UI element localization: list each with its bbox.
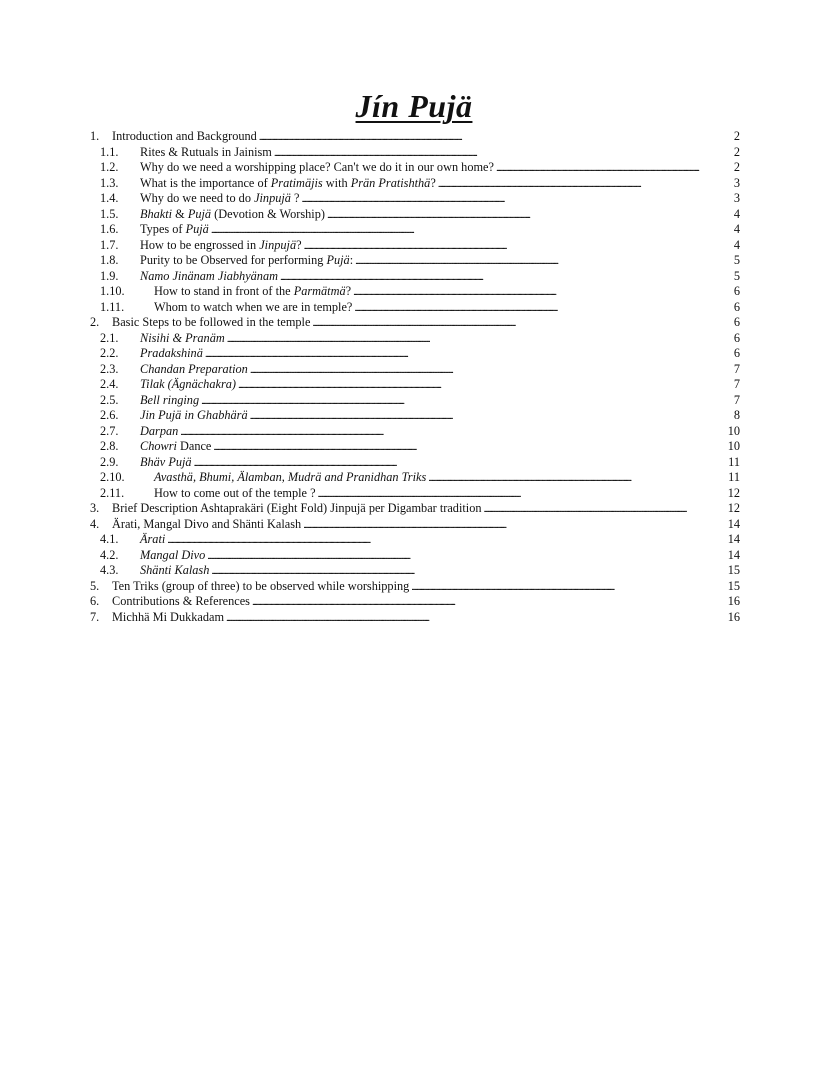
toc-entry-number: 2.10.	[100, 470, 125, 484]
toc-entry-title	[140, 176, 436, 192]
toc-entry-title	[154, 300, 352, 316]
toc-entry-page: 14	[727, 532, 740, 546]
toc-entry-title-part: Namo Jinänam Jiabhyänam	[140, 268, 278, 283]
table-of-contents	[88, 129, 740, 625]
dot-leader	[180, 424, 724, 441]
toc-entry[interactable]	[88, 424, 740, 440]
dot-leader	[438, 176, 724, 193]
toc-entry-page: 6	[733, 315, 740, 329]
toc-entry-page: 8	[733, 408, 740, 422]
toc-entry[interactable]	[88, 253, 740, 269]
toc-entry[interactable]	[88, 532, 740, 548]
toc-entry-title	[154, 470, 426, 486]
toc-entry-title-part: Bell ringing	[140, 392, 200, 407]
toc-entry[interactable]	[88, 455, 740, 471]
toc-entry-title-part: Pujä	[326, 253, 350, 267]
toc-entry-title	[112, 579, 409, 595]
toc-entry-title	[140, 191, 300, 207]
toc-entry-title-part: Jin Pujä in Ghabhärä	[140, 408, 248, 422]
toc-entry-title	[140, 424, 178, 440]
toc-entry[interactable]	[88, 284, 740, 300]
toc-entry-title-part: Contributions & References	[112, 594, 250, 608]
dot-leader	[355, 253, 724, 270]
toc-entry-title-part: Bhakti	[140, 206, 173, 221]
toc-entry-title-part: ?	[296, 237, 302, 252]
toc-entry-number: 2.8.	[100, 439, 119, 453]
toc-entry-page: 14	[727, 516, 740, 531]
toc-entry-page: 4	[733, 237, 740, 252]
toc-entry-title-part: Mangal Divo	[140, 547, 206, 562]
toc-entry[interactable]	[88, 207, 740, 223]
toc-entry[interactable]	[88, 470, 740, 486]
toc-entry-page: 10	[727, 423, 740, 438]
toc-entry[interactable]	[88, 594, 740, 610]
dot-leader	[484, 501, 724, 518]
toc-entry-title	[140, 455, 192, 471]
toc-entry-title-part: Ärati, Mangal Divo and Shänti Kalash	[112, 516, 302, 531]
toc-entry-number: 1.	[90, 129, 100, 143]
toc-entry-page: 4	[733, 206, 740, 221]
toc-entry-number: 5.	[90, 578, 100, 593]
toc-entry-title-part: Why do we need to do	[140, 191, 255, 205]
toc-entry[interactable]	[88, 579, 740, 595]
toc-entry-title-part: Ten Triks (group of three) to be observed while worshipping	[112, 578, 410, 593]
toc-entry-page: 11	[728, 470, 740, 484]
toc-entry-title	[140, 269, 278, 285]
toc-entry-title	[140, 439, 211, 455]
dot-leader	[205, 346, 724, 363]
toc-entry-title	[140, 160, 494, 176]
toc-entry[interactable]	[88, 408, 740, 424]
toc-entry[interactable]	[88, 393, 740, 409]
toc-entry-title-part: ?	[290, 191, 300, 205]
toc-entry-title-part: Pradakshinä	[140, 346, 203, 360]
toc-entry-title	[154, 284, 351, 300]
toc-entry-title-part: ?	[430, 175, 436, 190]
dot-leader	[304, 238, 724, 255]
toc-entry-page: 2	[733, 129, 740, 143]
toc-entry-page: 3	[733, 175, 740, 190]
toc-entry-page: 11	[728, 454, 740, 469]
toc-entry-page: 12	[727, 501, 740, 515]
toc-entry-title	[140, 408, 248, 424]
toc-entry[interactable]	[88, 238, 740, 254]
toc-entry[interactable]	[88, 191, 740, 207]
dot-leader	[250, 362, 724, 379]
toc-entry-title-part: Michhä Mi Dukkadam	[112, 609, 225, 624]
toc-entry-number: 2.6.	[100, 408, 119, 422]
dot-leader	[226, 610, 724, 627]
toc-entry-title-part: Types of	[140, 222, 186, 236]
dot-leader	[211, 222, 724, 239]
toc-entry-number: 1.9.	[100, 268, 119, 283]
toc-entry-title	[112, 129, 257, 145]
dot-leader	[411, 579, 724, 596]
dot-leader	[250, 408, 724, 425]
toc-entry-number: 4.2.	[100, 547, 119, 562]
toc-entry-number: 7.	[90, 609, 100, 624]
toc-entry-title-part: Prän Pratishthä	[350, 175, 431, 190]
toc-entry-title-part: ?	[345, 284, 352, 298]
toc-entry-number: 2.1.	[100, 330, 119, 345]
toc-entry-title-part: How to come out of the temple ?	[154, 485, 316, 500]
dot-leader	[496, 160, 724, 177]
toc-entry-title	[112, 517, 301, 533]
toc-entry-title	[140, 377, 236, 393]
toc-entry-page: 15	[727, 563, 740, 577]
toc-entry-number: 2.11.	[100, 485, 125, 500]
toc-entry-page: 16	[727, 609, 740, 624]
dot-leader	[211, 563, 724, 580]
toc-entry-number: 1.8.	[100, 253, 119, 267]
toc-entry-number: 1.10.	[100, 284, 125, 298]
toc-entry-page: 7	[733, 392, 740, 407]
dot-leader	[353, 284, 724, 301]
toc-entry-title	[112, 610, 224, 626]
toc-entry-title-part: Introduction and Background	[112, 129, 257, 143]
toc-entry[interactable]	[88, 346, 740, 362]
dot-leader	[280, 269, 724, 286]
toc-entry-number: 2.9.	[100, 454, 119, 469]
toc-entry-number: 2.5.	[100, 392, 119, 407]
toc-entry-title-part: Nisihi & Pranäm	[140, 330, 225, 345]
toc-entry-number: 1.4.	[100, 191, 119, 205]
toc-entry[interactable]	[88, 563, 740, 579]
toc-entry-title-part: Brief Description Ashtaprakäri (Eight Fold) Jinpujä per Digambar tradition	[112, 501, 482, 515]
toc-entry-title-part: Pujä	[185, 222, 209, 236]
dot-leader	[227, 331, 724, 348]
toc-entry-title-part: How to be engrossed in	[140, 237, 260, 252]
toc-entry-number: 2.3.	[100, 361, 119, 376]
toc-entry[interactable]	[88, 269, 740, 285]
toc-entry-page: 7	[733, 361, 740, 376]
toc-entry-title-part: Whom to watch when we are in temple?	[154, 299, 353, 314]
toc-entry-title	[140, 532, 165, 548]
toc-entry-title-part: Jinpujä	[254, 191, 291, 205]
dot-leader	[312, 315, 724, 332]
toc-entry[interactable]	[88, 331, 740, 347]
toc-entry[interactable]	[88, 517, 740, 533]
toc-entry-page: 7	[733, 377, 740, 391]
toc-entry-page: 2	[733, 144, 740, 159]
toc-entry[interactable]	[88, 176, 740, 192]
toc-entry-number: 2.7.	[100, 423, 119, 438]
dot-leader	[274, 145, 724, 162]
toc-entry-title-part: Darpan	[140, 423, 179, 438]
toc-entry-title-part: Chowri	[140, 439, 177, 453]
toc-entry-number: 2.4.	[100, 377, 119, 391]
dot-leader	[167, 532, 724, 549]
toc-entry-page: 6	[733, 346, 740, 360]
toc-entry-title-part: Purity to be Observed for performing	[140, 253, 327, 267]
toc-entry-title-part: with	[322, 175, 351, 190]
toc-entry[interactable]	[88, 501, 740, 517]
toc-entry-title	[140, 238, 302, 254]
toc-entry-title-part: What is the importance of	[140, 175, 271, 190]
toc-entry-title	[140, 393, 199, 409]
toc-entry[interactable]	[88, 315, 740, 331]
toc-entry-number: 3.	[90, 501, 100, 515]
toc-entry-title-part: Parmätmä	[293, 284, 346, 298]
toc-entry-title	[140, 362, 248, 378]
dot-leader	[207, 548, 724, 565]
toc-entry[interactable]	[88, 439, 740, 455]
dot-leader	[303, 517, 724, 534]
toc-entry-title	[112, 315, 310, 331]
toc-entry-number: 1.5.	[100, 206, 119, 221]
toc-entry-title-part: Why do we need a worshipping place? Can't we do it in our own home?	[140, 160, 494, 174]
toc-entry-number: 1.6.	[100, 222, 119, 236]
toc-entry-title	[140, 563, 209, 579]
dot-leader	[238, 377, 724, 394]
toc-entry-title	[140, 145, 272, 161]
toc-entry-number: 4.3.	[100, 563, 119, 577]
toc-entry-page: 6	[733, 284, 740, 298]
toc-entry-title-part: Ärati	[140, 532, 166, 546]
toc-entry-page: 5	[733, 253, 740, 267]
toc-entry[interactable]	[88, 377, 740, 393]
toc-entry-title	[154, 486, 316, 502]
toc-entry-title	[140, 346, 203, 362]
toc-entry-number: 2.	[90, 315, 100, 329]
toc-entry-page: 16	[727, 594, 740, 608]
toc-entry-number: 6.	[90, 594, 100, 608]
document-title: Jín Pujä	[355, 88, 473, 124]
toc-entry-number: 1.2.	[100, 160, 119, 174]
dot-leader	[201, 393, 724, 410]
toc-entry[interactable]	[88, 222, 740, 238]
toc-entry-page: 6	[733, 299, 740, 314]
toc-entry-title-part: :	[349, 253, 354, 267]
toc-entry-number: 4.1.	[100, 532, 119, 546]
toc-entry-title-part: Pratimäjis	[270, 175, 323, 190]
dot-leader	[302, 191, 725, 208]
toc-entry-page: 10	[727, 439, 740, 453]
toc-entry-page: 6	[733, 330, 740, 345]
toc-entry-title	[140, 548, 205, 564]
dot-leader	[194, 455, 724, 472]
toc-entry-title-part: How to stand in front of the	[154, 284, 294, 298]
toc-entry[interactable]	[88, 300, 740, 316]
toc-entry-title-part: Avasthä, Bhumi, Älamban, Mudrä and Pranidhan Triks	[154, 470, 427, 484]
toc-entry-title-part: Bhäv Pujä	[140, 454, 192, 469]
toc-entry-number: 1.11.	[100, 299, 125, 314]
toc-entry[interactable]	[88, 160, 740, 176]
toc-entry[interactable]	[88, 362, 740, 378]
toc-entry-page: 5	[733, 268, 740, 283]
toc-entry-title-part: Shänti Kalash	[140, 563, 210, 577]
toc-entry-title-part: &	[172, 206, 188, 221]
toc-entry[interactable]	[88, 610, 740, 626]
toc-entry[interactable]	[88, 486, 740, 502]
toc-entry-title-part: Tilak (Ägnächakra)	[140, 377, 236, 391]
toc-entry[interactable]	[88, 145, 740, 161]
toc-entry-number: 1.3.	[100, 175, 119, 190]
toc-entry-title	[140, 222, 209, 238]
toc-entry-number: 1.7.	[100, 237, 119, 252]
toc-entry-title	[140, 253, 353, 269]
toc-entry-title-part: Basic Steps to be followed in the temple	[112, 315, 311, 329]
toc-entry[interactable]	[88, 548, 740, 564]
toc-entry-title-part: Chandan Preparation	[140, 361, 248, 376]
toc-entry-title-part: Pujä	[187, 206, 212, 221]
dot-leader	[318, 486, 724, 503]
toc-entry-number: 2.2.	[100, 346, 119, 360]
toc-entry-page: 4	[733, 222, 740, 236]
toc-entry-title	[112, 501, 482, 517]
toc-entry-title	[112, 594, 250, 610]
toc-entry[interactable]	[88, 129, 740, 145]
toc-entry-page: 2	[733, 160, 740, 174]
toc-entry-page: 14	[727, 547, 740, 562]
toc-entry-page: 12	[727, 485, 740, 500]
dot-leader	[327, 207, 724, 224]
toc-entry-title	[140, 207, 325, 223]
dot-leader	[259, 129, 724, 146]
dot-leader	[428, 470, 724, 487]
toc-entry-title-part: Rites & Rutuals in Jainism	[140, 144, 272, 159]
toc-entry-title-part: (Devotion & Worship)	[211, 206, 325, 221]
dot-leader	[213, 439, 724, 456]
toc-entry-number: 1.1.	[100, 144, 119, 159]
dot-leader	[252, 594, 724, 611]
toc-entry-title	[140, 331, 225, 347]
toc-entry-number: 4.	[90, 516, 100, 531]
toc-entry-title-part: Jinpujä	[259, 237, 297, 252]
toc-entry-title-part: Dance	[176, 439, 212, 453]
dot-leader	[354, 300, 724, 317]
toc-entry-page: 3	[733, 191, 740, 205]
toc-entry-page: 15	[727, 578, 740, 593]
